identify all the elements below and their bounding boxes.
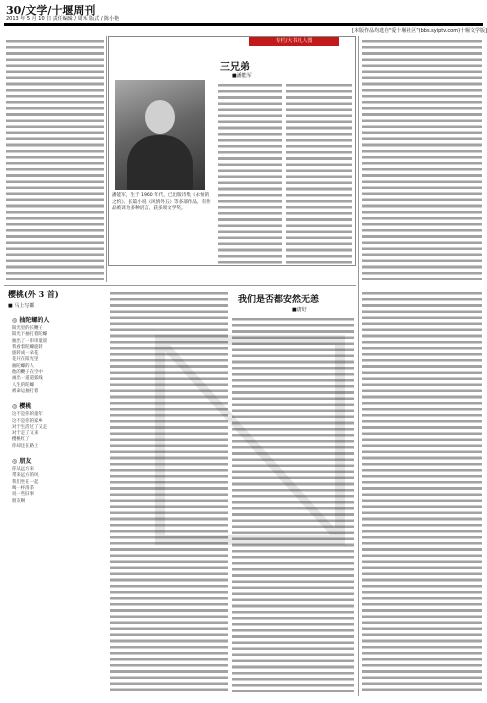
poem-line: 带来远方的风 [12, 473, 39, 479]
header-rule-thin [4, 25, 483, 26]
second-article-author: ■唐好 [292, 307, 307, 313]
poem-line: 抽陀螺的人 [12, 363, 34, 369]
poem-heading: ◎ 朋友 [12, 458, 32, 466]
poem-line: 这不是你的童年 [12, 412, 43, 418]
poem-line: 被命运抽打着 [12, 388, 39, 394]
article-byline: ■潘能军 [232, 73, 252, 79]
poem-heading: ◎ 抽陀螺的人 [12, 317, 50, 324]
watermark-icon [150, 330, 350, 550]
article-title: 三兄弟 [220, 62, 250, 73]
poem-line: 对于生活过了又走 [12, 424, 48, 430]
section-divider [4, 285, 356, 286]
poem-title: 樱桃(外 3 首) [8, 289, 59, 299]
poem-line: 阳光下抽打着陀螺 [12, 332, 48, 338]
column-divider [106, 36, 107, 282]
poem-line: 说一些旧事 [12, 492, 34, 498]
column-banner: 专栏/大书凡人图 [249, 37, 339, 46]
poem-line: 你却还在路上 [12, 443, 39, 449]
issue-date-line: 2013 年 5 月 10 日 责任编辑 / 周禾 版式 / 陈小艳 [6, 16, 120, 22]
poem-line: 我们坐在一起 [12, 479, 39, 485]
body-text-column [218, 84, 282, 264]
poem-line: 你从远方来 [12, 467, 34, 473]
poem-section [4, 289, 104, 699]
poem-line: 画出一道道弧线 [12, 376, 43, 382]
poem-line: 他的鞭子在空中 [12, 370, 43, 376]
body-text-column [362, 40, 482, 280]
source-note: [本版作品均选自"爱十堰社区"(bbs.syiptv.com)十堰文学版] [352, 28, 487, 34]
poem-line: 人生的陀螺 [12, 382, 34, 388]
poem-author: ■ 马上写都 [8, 303, 35, 309]
poem-line: 樱桃红了 [12, 437, 30, 443]
photo-caption: 潘能军，生于 1960 年代，已出版诗集《永恒的之约》、长篇小说《风情外五》等多部作品，有作品被译为多种语言，获多项文学奖。 [112, 193, 211, 211]
photo-face [145, 100, 175, 134]
second-article-title: 我们是否都安然无恙 [238, 295, 320, 305]
poem-line: 喝一杯清茶 [12, 485, 34, 491]
poem-line: 我看着陀螺旋转 [12, 344, 43, 350]
poem-line: 花开在阳光里 [12, 357, 39, 363]
page-header [4, 2, 483, 26]
photo-body [127, 135, 193, 190]
poem-heading: ◎ 樱桃 [12, 403, 32, 411]
poem-line: 旋转成一朵花 [12, 351, 39, 357]
body-text-column [362, 292, 482, 692]
poem-line: 朋友啊 [12, 498, 26, 504]
body-text-column [286, 84, 352, 264]
poem-line: 对于走了又来 [12, 431, 39, 437]
column-divider [358, 36, 359, 696]
page-title: 30/文学/十堰周刊 [6, 4, 96, 17]
poem-line: 阳光里的长鞭子 [12, 326, 43, 331]
poem-line: 抽出了一串串童谣 [12, 338, 48, 344]
body-text-column [6, 40, 104, 280]
author-photo [115, 80, 205, 190]
poem-line: 这不是你的家乡 [12, 418, 43, 424]
